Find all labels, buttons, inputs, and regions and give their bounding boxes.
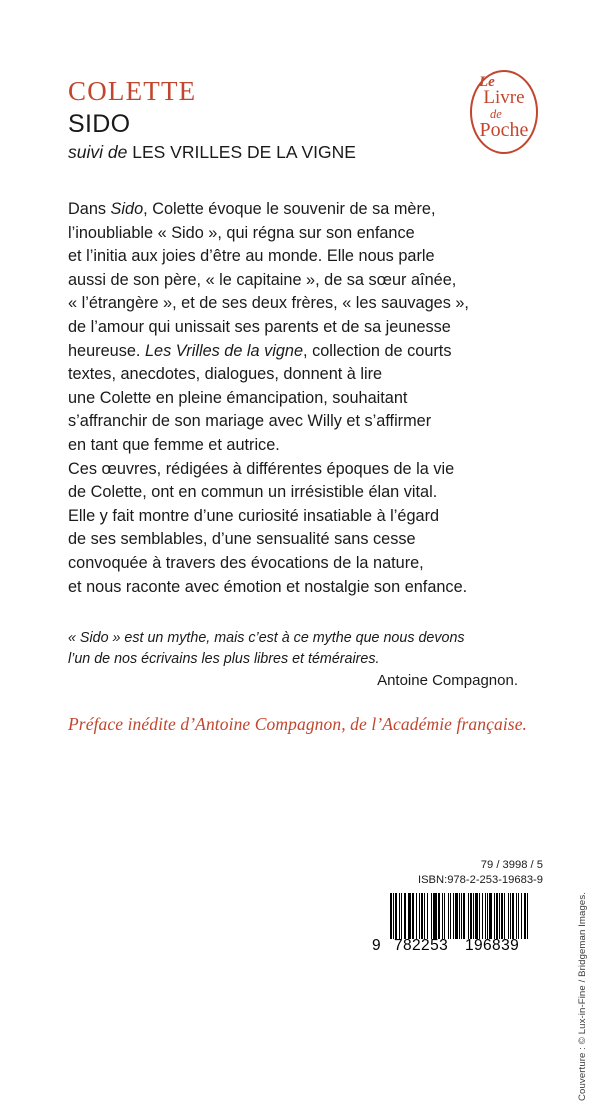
author-name: COLETTE [68, 76, 197, 106]
barcode-space [528, 893, 529, 939]
barcode-digits [372, 937, 540, 955]
preface-note: Préface inédite d’Antoine Compagnon, de l’Académie française. [68, 714, 528, 734]
blurb-line [68, 576, 528, 600]
barcode-bars [390, 893, 530, 939]
subtitle-prefix: suivi de [68, 142, 128, 162]
publisher-logo-livre-de-poche [470, 70, 538, 154]
cover-credit: Couverture : © Lux-in-Fine / Bridgeman Images. [577, 892, 588, 1101]
barcode-digits-right: 196839 [465, 937, 520, 954]
pull-quote [68, 628, 528, 670]
blurb-text [68, 198, 528, 599]
blurb-text-run: l’inoubliable « Sido », qui régna sur son enfance [68, 223, 415, 242]
isbn-block [418, 858, 543, 888]
logo-line-le: Le [479, 74, 495, 90]
blurb-text-run: de l’amour qui unissait ses parents et de sa jeunesse [68, 317, 451, 336]
blurb-line [68, 245, 528, 269]
blurb-text-run: aussi de son père, « le capitaine », de sa sœur aînée, [68, 270, 457, 289]
blurb-line [68, 363, 528, 387]
blurb-line [68, 316, 528, 340]
blurb-line [68, 198, 528, 222]
blurb-line [68, 434, 528, 458]
blurb-title-italic: Les Vrilles de la vigne [144, 341, 304, 360]
book-title: SIDO [68, 110, 131, 138]
blurb-text-run: et nous raconte avec émotion et nostalgie son enfance. [68, 577, 468, 596]
blurb-line [68, 528, 528, 552]
subtitle-main: LES VRILLES DE LA VIGNE [132, 142, 356, 162]
barcode-digits-left: 782253 [394, 937, 449, 954]
quote-line-1: « Sido » est un mythe, mais c’est à ce mythe que nous devons [68, 630, 465, 646]
quote-line-2: l’un de nos écrivains les plus libres et téméraires. [68, 651, 380, 667]
blurb-line [68, 387, 528, 411]
logo-line-poche: Poche [479, 119, 529, 141]
blurb-title-italic: Sido [110, 200, 144, 218]
blurb-line [68, 481, 528, 505]
blurb-line [68, 458, 528, 482]
blurb-text-run: de ses semblables, d’une sensualité sans cesse [68, 530, 416, 549]
barcode-digit-first: 9 [372, 937, 382, 954]
blurb-text-run: de Colette, ont en commun un irrésistible élan vital. [68, 483, 438, 502]
blurb-text-run: Dans [68, 200, 111, 218]
quote-attribution: Antoine Compagnon. [377, 672, 518, 689]
blurb-text-run: Elle y fait montre d’une curiosité insatiable à l’égard [68, 506, 440, 525]
book-subtitle [68, 143, 356, 162]
isbn-number: ISBN:978-2-253-19683-9 [417, 874, 543, 886]
blurb-text-run: Ces œuvres, rédigées à différentes époques de la vie [68, 459, 455, 478]
blurb-text-run: s’affranchir de son mariage avec Willy et s’affirmer [68, 412, 432, 431]
blurb-text-run: en tant que femme et autrice. [68, 435, 280, 454]
blurb-line [68, 410, 528, 434]
blurb-text-run: convoquée à travers des évocations de la nature, [68, 553, 424, 572]
blurb-text-run: , collection de courts [303, 341, 452, 360]
blurb-text-run: , Colette évoque le souvenir de sa mère, [143, 200, 436, 218]
blurb-line [68, 269, 528, 293]
blurb-text-run: heureuse. [68, 341, 145, 360]
logo-line-livre: Livre [483, 87, 525, 108]
blurb-text-run: « l’étrangère », et de ses deux frères, « les sauvages », [68, 294, 469, 313]
blurb-line [68, 505, 528, 529]
blurb-line [68, 552, 528, 576]
blurb-text-run: et l’initia aux joies d’être au monde. Elle nous parle [68, 247, 435, 266]
blurb-line [68, 222, 528, 246]
ean13-barcode [372, 893, 540, 955]
logo-line-de: de [490, 107, 502, 121]
blurb-text-run: textes, anecdotes, dialogues, donnent à lire [68, 365, 383, 384]
catalog-reference: 79 / 3998 / 5 [480, 859, 543, 871]
blurb-line [68, 340, 528, 364]
blurb-text-run: une Colette en pleine émancipation, souhaitant [68, 388, 408, 407]
blurb-line [68, 292, 528, 316]
